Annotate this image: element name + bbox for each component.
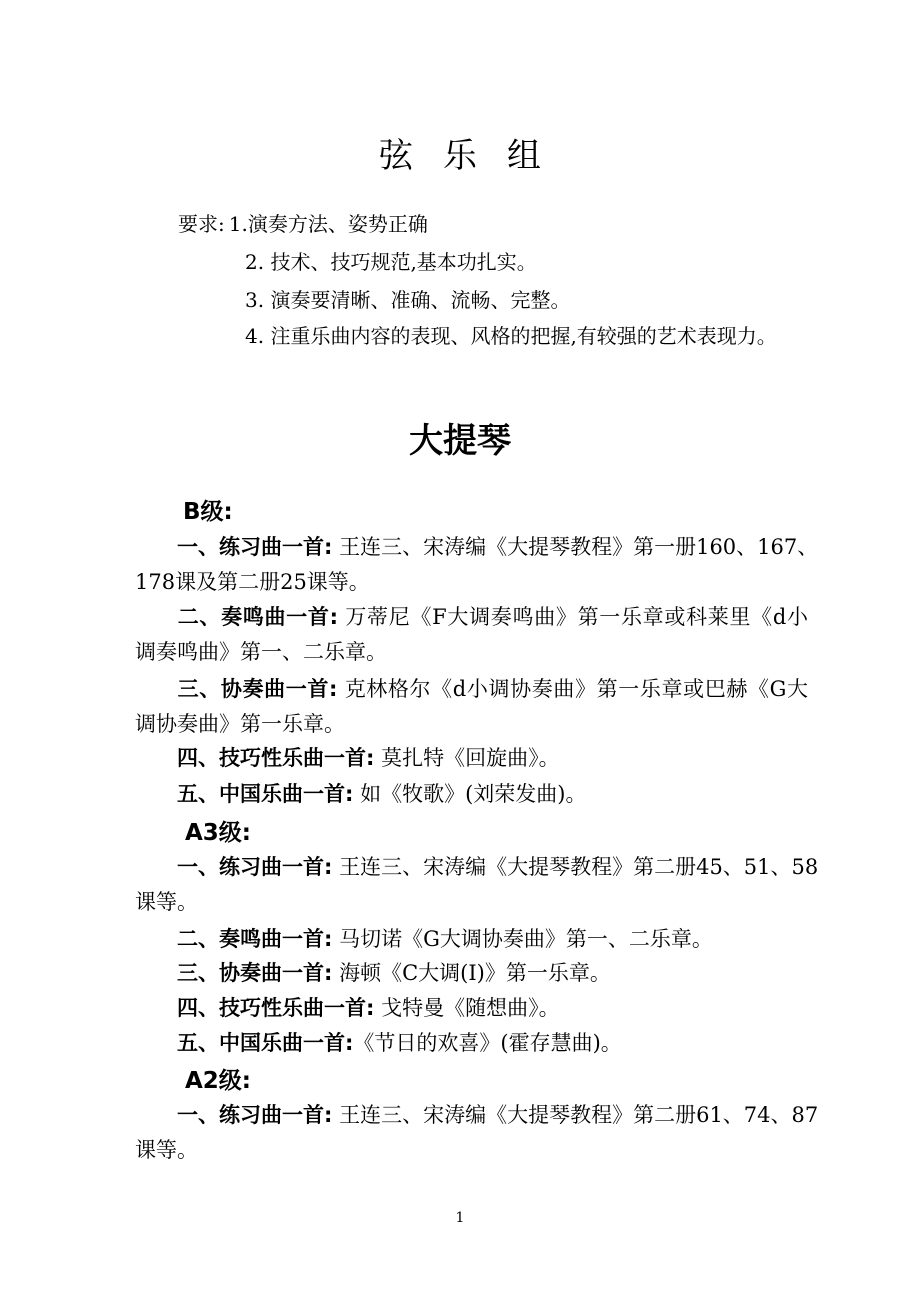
item-label: 四、技巧性乐曲一首: — [177, 996, 375, 1020]
item-label: 五、中国乐曲一首: — [177, 1031, 354, 1055]
page-number: 1 — [455, 1210, 465, 1226]
repertoire-item — [135, 601, 808, 631]
item-label: 二、奏鸣曲一首: — [177, 927, 333, 951]
repertoire-item — [135, 851, 819, 881]
item-continuation: 调奏鸣曲》第一、二乐章。 — [135, 640, 387, 664]
level-heading: B级: — [183, 499, 233, 525]
item-continuation: 调协奏曲》第一乐章。 — [135, 712, 345, 736]
item-label: 四、技巧性乐曲一首: — [177, 746, 375, 770]
item-label: 三、协奏曲一首: — [177, 677, 338, 701]
item-text: 海顿《C大调(Ⅰ)》第一乐章。 — [332, 961, 611, 985]
repertoire-item — [177, 1027, 808, 1057]
item-text: 万蒂尼《F大调奏鸣曲》第一乐章或科莱里《d小 — [337, 605, 809, 629]
repertoire-item — [177, 992, 808, 1022]
item-label: 五、中国乐曲一首: — [177, 782, 354, 806]
item-text: 马切诺《G大调协奏曲》第一、二乐章。 — [332, 927, 713, 951]
item-text: 王连三、宋涛编《大提琴教程》第二册45、51、58 — [332, 855, 819, 879]
item-label: 一、练习曲一首: — [177, 535, 333, 559]
item-text: 《节日的欢喜》(霍存慧曲)。 — [353, 1031, 622, 1055]
item-continuation: 课等。 — [135, 1138, 198, 1162]
item-text: 戈特曼《随想曲》。 — [374, 996, 560, 1020]
repertoire-item — [177, 742, 808, 772]
item-text: 王连三、宋涛编《大提琴教程》第一册160、167、 — [332, 535, 819, 559]
requirements-label-line — [178, 208, 428, 237]
level-heading: A3级: — [185, 820, 252, 846]
requirement-item: 2. 技术、技巧规范,基本功扎实。 — [245, 250, 537, 274]
item-text: 如《牧歌》(刘荣发曲)。 — [353, 782, 587, 806]
item-label: 一、练习曲一首: — [177, 855, 333, 879]
repertoire-item — [177, 923, 808, 953]
repertoire-item — [177, 957, 808, 987]
item-text: 克林格尔《d小调协奏曲》第一乐章或巴赫《G大 — [337, 677, 808, 701]
requirement-item: 4. 注重乐曲内容的表现、风格的把握,有较强的艺术表现力。 — [245, 324, 777, 348]
item-text: 莫扎特《回旋曲》。 — [374, 746, 560, 770]
requirements-label: 要求: — [178, 212, 225, 236]
repertoire-item — [177, 778, 808, 808]
item-label: 三、协奏曲一首: — [177, 961, 333, 985]
instrument-heading: 大提琴 — [409, 421, 511, 461]
item-continuation: 课等。 — [135, 890, 198, 914]
item-continuation: 178课及第二册25课等。 — [135, 570, 370, 594]
level-heading: A2级: — [185, 1068, 252, 1094]
repertoire-item — [135, 1099, 819, 1129]
repertoire-item — [135, 531, 819, 561]
repertoire-item — [135, 673, 808, 703]
requirement-item: 1.演奏方法、姿势正确 — [228, 212, 428, 236]
requirement-item: 3. 演奏要清晰、准确、流畅、完整。 — [245, 288, 571, 312]
item-text: 王连三、宋涛编《大提琴教程》第二册61、74、87 — [332, 1103, 819, 1127]
page-title: 弦乐组 — [379, 136, 571, 176]
item-label: 二、奏鸣曲一首: — [177, 605, 338, 629]
item-label: 一、练习曲一首: — [177, 1103, 333, 1127]
